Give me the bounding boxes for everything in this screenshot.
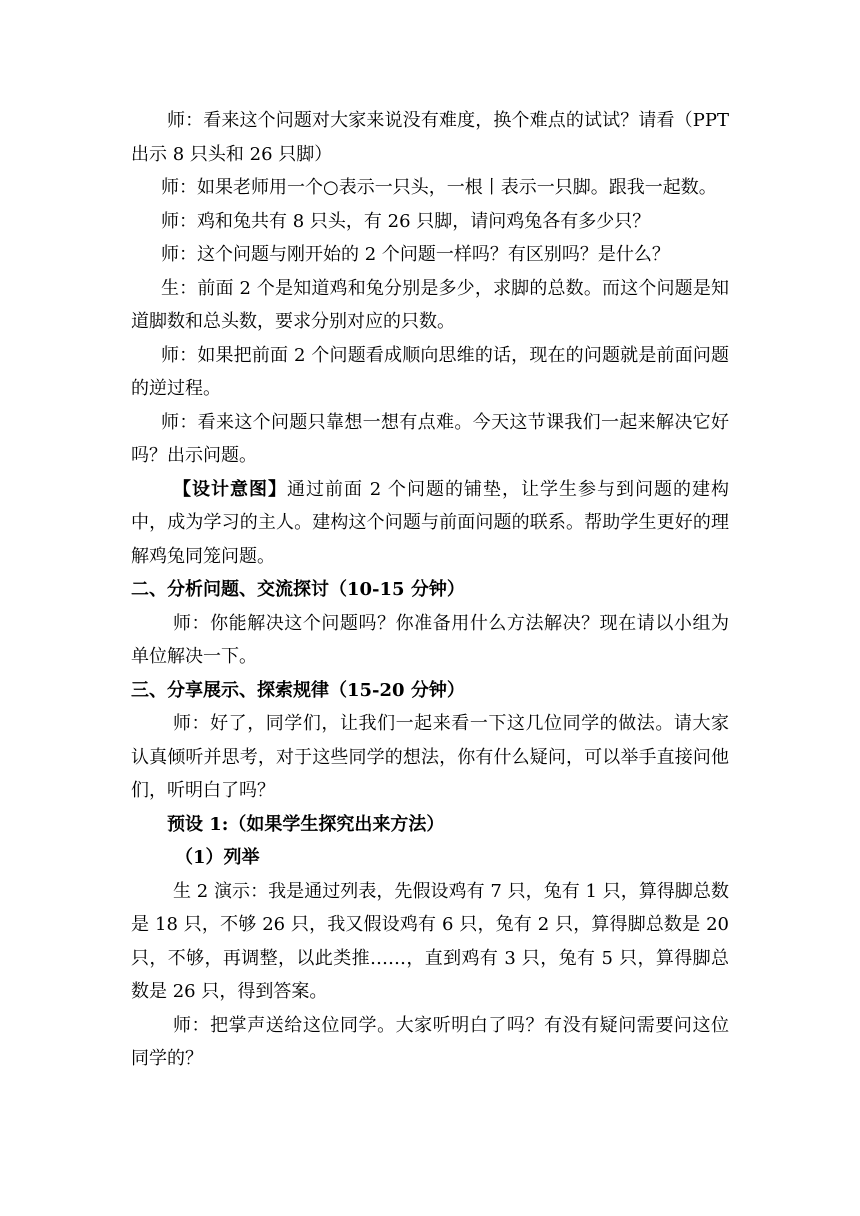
paragraph-teacher-count: 师：如果老师用一个○表示一只头，一根丨表示一只脚。跟我一起数。 (161, 177, 717, 198)
design-intent-text: 通过前面 2 个问题的铺垫，让学生参与到问题的建构中，成为学习的主人。建构这个问题与前面问题的联系。帮助学生更好的理解鸡兔同笼问题。 (131, 478, 729, 567)
paragraph-teacher-question: 师：鸡和兔共有 8 只头，有 26 只脚，请问鸡兔各有多少只？ (161, 210, 651, 232)
design-intent-label: 【设计意图】 (173, 478, 288, 500)
paragraph-teacher-difference: 师：这个问题与刚开始的 2 个问题一样吗？有区别吗？是什么？ (161, 244, 670, 265)
student-demo-text: 生 2 演示：我是通过列表，先假设鸡有 7 只，兔有 1 只，算得脚总数是 18 只，不够 26 只，我又假设鸡有 6 只，兔有 2 只，算得脚总数是 20 只，不够，再调整，以此类推……，直到鸡有 3 只，兔有 5 只，算得脚总数是 26 只，得到答案。 (131, 880, 729, 1002)
paragraph-design-intent (131, 473, 729, 574)
section-2-heading: 二、分析问题、交流探讨（10-15 分钟） (131, 579, 465, 600)
paragraph-teacher-solve: 师：看来这个问题只靠想一想有点难。今天这节课我们一起来解决它好吗？出示问题。 (131, 411, 729, 466)
method-heading: （1）列举 (175, 847, 260, 868)
section-2-text: 师：你能解决这个问题吗？你准备用什么方法解决？现在请以小组为单位解决一下。 (131, 612, 729, 667)
paragraph-teacher-reverse: 师：如果把前面 2 个问题看成顺向思维的话，现在的问题就是前面问题的逆过程。 (131, 344, 729, 399)
document-body (131, 104, 729, 1076)
paragraph-student-answer: 生：前面 2 个是知道鸡和兔分别是多少，求脚的总数。而这个问题是知道脚数和总头数，要求分别对应的只数。 (131, 277, 729, 332)
teacher-closing-text: 师：把掌声送给这位同学。大家听明白了吗？有没有疑问需要问这位同学的？ (131, 1014, 729, 1069)
preset-heading: 预设 1:（如果学生探究出来方法） (167, 813, 445, 835)
section-3-text: 师：好了，同学们，让我们一起来看一下这几位同学的做法。请大家认真倾听并思考，对于这些同学的想法，你有什么疑问，可以举手直接问他们，听明白了吗？ (131, 713, 729, 801)
paragraph-teacher-ppt: 师：看来这个问题对大家来说没有难度，换个难点的试试？请看（PPT 出示 8 只头和 26 只脚） (131, 110, 729, 165)
section-3-heading: 三、分享展示、探索规律（15-20 分钟） (131, 679, 465, 701)
